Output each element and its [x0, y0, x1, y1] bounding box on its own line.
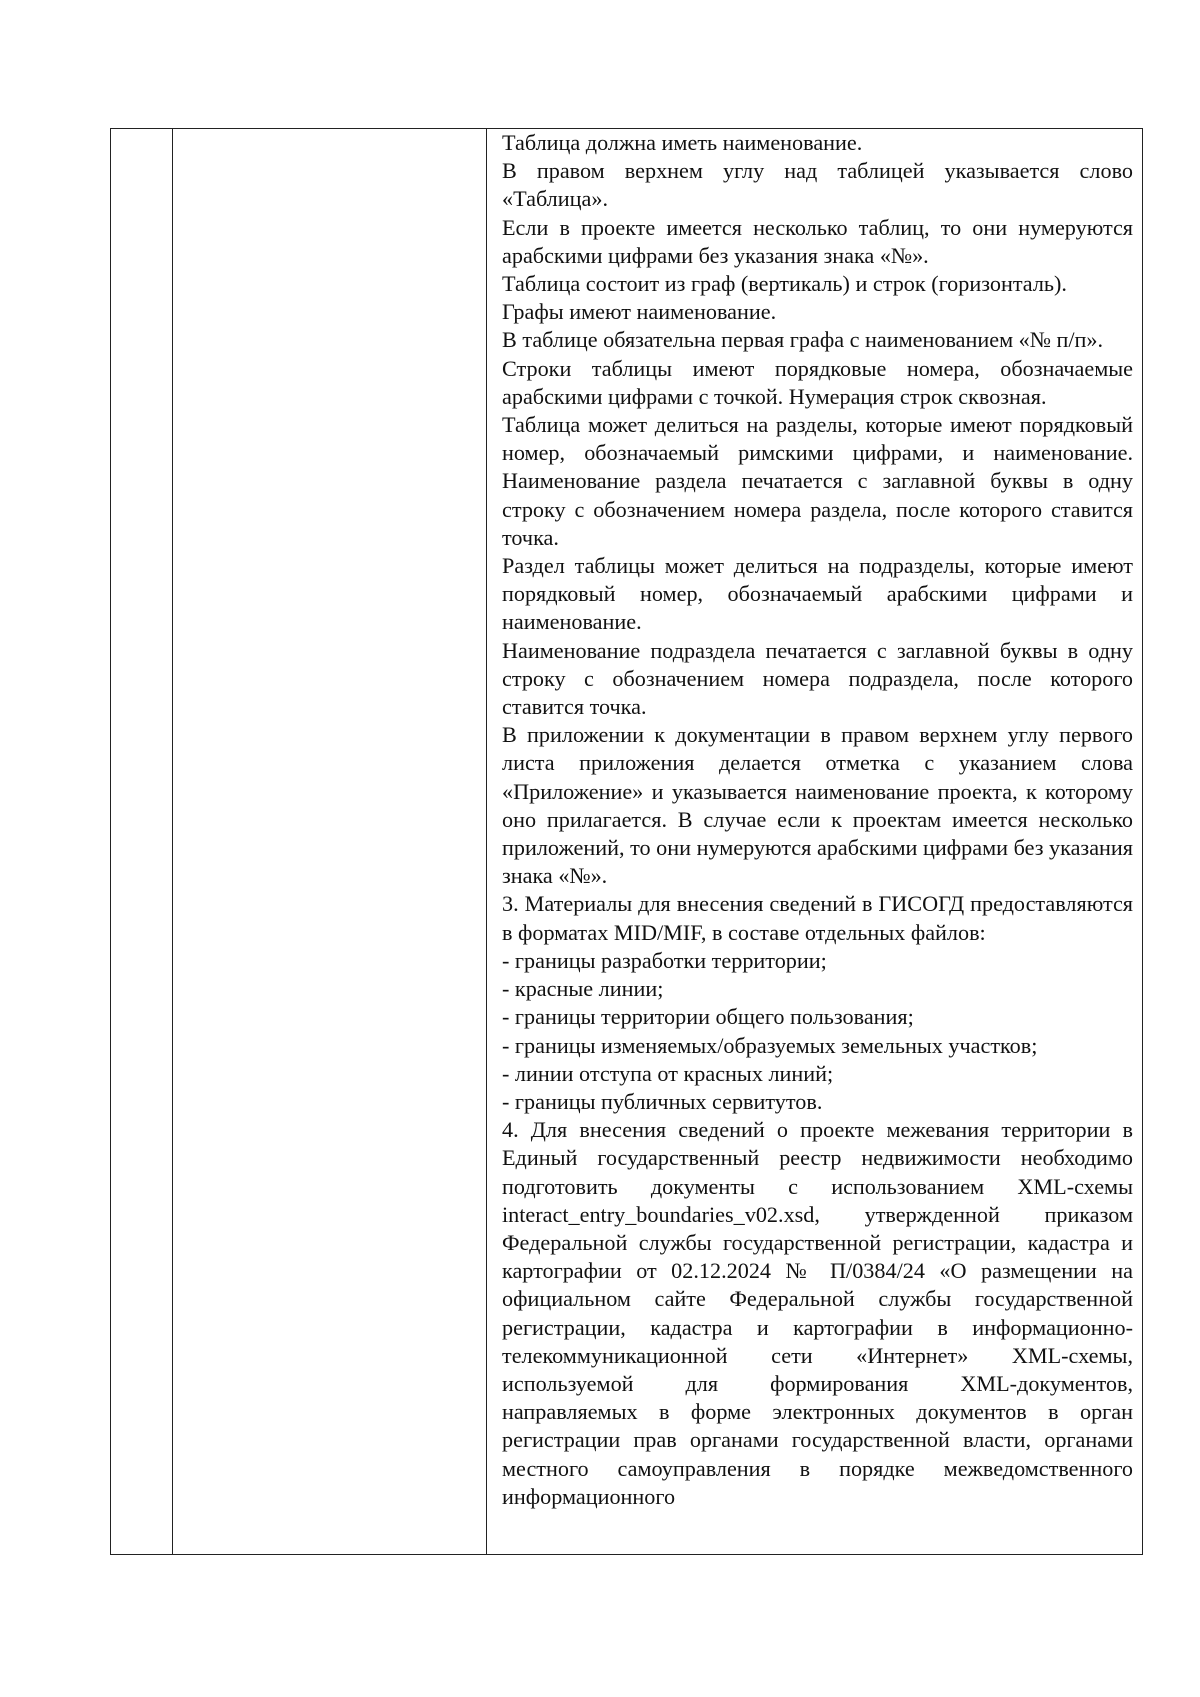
- list-item: - границы изменяемых/образуемых земельных участков;: [502, 1032, 1038, 1058]
- list-item: - линии отступа от красных линий;: [502, 1060, 834, 1086]
- paragraph: В таблице обязательна первая графа с наименованием «№ п/п».: [502, 327, 1104, 353]
- column-divider: [172, 129, 173, 1554]
- list-item: - границы территории общего пользования;: [502, 1004, 914, 1030]
- list-item: - границы публичных сервитутов.: [502, 1088, 823, 1114]
- column-divider: [486, 129, 487, 1554]
- paragraph: В приложении к документации в правом верхнем углу первого листа приложения делается отметка с указанием слова «Приложение» и указывается наименование проекта, к которому оно прилагается. В случае если к проектам имеется несколько приложений, то они нумеруются арабскими цифрами без указания знака «№».: [502, 722, 1133, 889]
- list-item: - красные линии;: [502, 976, 664, 1002]
- paragraph: Таблица может делиться на разделы, которые имеют порядковый номер, обозначаемый римскими цифрами, и наименование. Наименование раздела печатается с заглавной буквы в одну строку с обозначением номера раздела, после которого ставится точка.: [502, 412, 1133, 550]
- paragraph: 3. Материалы для внесения сведений в ГИСОГД предоставляются в форматах MID/MIF, в составе отдельных файлов:: [502, 891, 1133, 945]
- paragraph: Графы имеют наименование.: [502, 299, 777, 325]
- table-cell-text: [502, 129, 1133, 1511]
- paragraph: Если в проекте имеется несколько таблиц, то они нумеруются арабскими цифрами без указания знака «№».: [502, 214, 1133, 268]
- paragraph: Таблица состоит из граф (вертикаль) и строк (горизонталь).: [502, 271, 1067, 297]
- paragraph: Таблица должна иметь наименование.: [502, 130, 863, 155]
- paragraph: В правом верхнем углу над таблицей указывается слово «Таблица».: [502, 158, 1133, 212]
- paragraph: Раздел таблицы может делиться на подразделы, которые имеют порядковый номер, обозначаемый арабскими цифрами и наименование.: [502, 553, 1133, 635]
- paragraph: 4. Для внесения сведений о проекте межевания территории в Единый государственный реестр недвижимости необходимо подготовить документы с использованием XML-схемы interact_entry_boundaries_v02.xsd, утвержденной приказом Федеральной службы государственной регистрации, кадастра и картографии от 02.12.2024 № П/0384/24 «О размещении на официальном сайте Федеральной службы государственной регистрации, кадастра и картографии в информационно-телекоммуникационной сети «Интернет» XML-схемы, используемой для формирования XML-документов, направляемых в форме электронных документов в орган регистрации прав органами государственной власти, органами местного самоуправления в порядке межведомственного информационного: [502, 1117, 1133, 1509]
- document-table: [110, 128, 1143, 1555]
- list-item: - границы разработки территории;: [502, 947, 827, 973]
- paragraph: Наименование подраздела печатается с заглавной буквы в одну строку с обозначением номера подраздела, после которого ставится точка.: [502, 637, 1133, 720]
- paragraph: Строки таблицы имеют порядковые номера, обозначаемые арабскими цифрами с точкой. Нумерация строк сквозная.: [502, 355, 1133, 409]
